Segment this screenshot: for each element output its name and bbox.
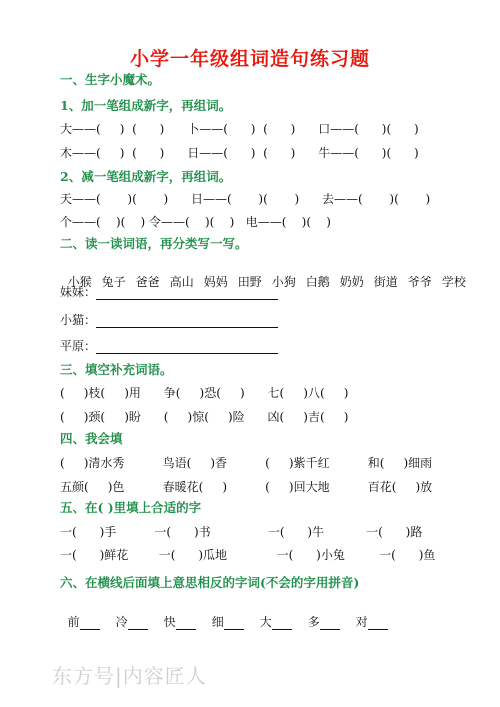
category-row-xiaomao (60, 311, 278, 328)
word-item: 高山 (169, 275, 194, 289)
idiom-line-1: ( )清水秀 鸟语( )香 ( )紫千红 和( )细雨 (60, 456, 433, 470)
antonym-char: 大 (259, 615, 272, 629)
answer-line[interactable] (368, 615, 388, 630)
word-item: 妈妈 (203, 275, 228, 289)
watermark: 东方号|内容匠人 (52, 664, 207, 688)
word-item: 白鹅 (305, 275, 330, 289)
word-item: 小猴 (67, 275, 92, 289)
section-1-sub2-heading: 2、减一笔组成新字，再组词。 (60, 169, 232, 184)
fill-word-line-2: ( )颈( )盼 ( )惊( )险 凶( )吉( ) (60, 410, 349, 424)
antonym-item (356, 613, 388, 630)
antonym-char: 前 (67, 615, 80, 629)
answer-line[interactable] (96, 339, 278, 354)
category-row-meimei (60, 283, 278, 300)
answer-line[interactable] (224, 615, 244, 630)
section-5-heading: 五、在( )里填上合适的字 (60, 500, 202, 515)
measure-word-line-2: 一( )鲜花 一( )瓜地 一( )小兔 一( )鱼 (60, 548, 436, 562)
word-item: 爸爸 (135, 275, 160, 289)
word-item: 小狗 (271, 275, 296, 289)
word-item: 田野 (237, 275, 262, 289)
answer-line[interactable] (128, 615, 148, 630)
antonym-item (212, 613, 244, 630)
measure-word-line-1: 一( )手 一( )书 一( )牛 一( )路 (60, 525, 423, 539)
category-label: 平原： (60, 339, 97, 353)
section-1-sub1-heading: 1、加一笔组成新字，再组词。 (60, 98, 232, 113)
antonym-item (116, 613, 148, 630)
remove-stroke-line-1: 天——( )( ) 日——( )( ) 去——( )( ) (60, 192, 431, 206)
category-label: 小猫： (60, 313, 97, 327)
answer-line[interactable] (96, 285, 278, 300)
word-item: 奶奶 (339, 275, 364, 289)
antonym-item (164, 613, 196, 630)
idiom-line-2: 五颜( )色 春暖花( ) ( )回大地 百花( )放 (60, 480, 433, 494)
answer-line[interactable] (272, 615, 292, 630)
antonym-char: 细 (211, 615, 224, 629)
antonym-char: 对 (355, 615, 368, 629)
antonym-char: 多 (307, 615, 320, 629)
add-stroke-line-1: 大——( ) ( ) 卜——( ) ( ) 口——( )( ) (60, 122, 419, 136)
section-6-heading: 六、在横线后面填上意思相反的字词(不会的字用拼音) (60, 575, 360, 590)
page-title: 小学一年级组词造句练习题 (129, 48, 370, 70)
section-3-heading: 三、填空补充词语。 (60, 362, 173, 377)
antonym-item (260, 613, 292, 630)
answer-line[interactable] (96, 313, 278, 328)
word-item: 学校 (441, 275, 466, 289)
antonym-item (68, 613, 100, 630)
word-item: 街道 (373, 275, 398, 289)
category-row-pingyuan (60, 337, 278, 354)
answer-line[interactable] (80, 615, 100, 630)
word-item: 兔子 (101, 275, 126, 289)
fill-word-line-1: ( )枝( )用 争( )恐( ) 七( )八( ) (60, 386, 349, 400)
antonym-row (60, 599, 388, 630)
antonym-char: 冷 (115, 615, 128, 629)
section-2-heading: 二、读一读词语，再分类写一写。 (60, 236, 248, 251)
remove-stroke-line-2: 个——( )( ) 令——( )( ) 电——( )( ) (60, 215, 331, 229)
add-stroke-line-2: 木——( ) ( ) 日——( ) ( ) 牛——( )( ) (60, 146, 419, 160)
answer-line[interactable] (176, 615, 196, 630)
answer-line[interactable] (320, 615, 340, 630)
antonym-item (308, 613, 340, 630)
word-item: 爷爷 (407, 275, 432, 289)
section-1-heading: 一、生字小魔术。 (60, 72, 161, 87)
antonym-char: 快 (163, 615, 176, 629)
section-4-heading: 四、我会填 (60, 431, 123, 446)
category-label: 妹妹： (60, 285, 97, 299)
